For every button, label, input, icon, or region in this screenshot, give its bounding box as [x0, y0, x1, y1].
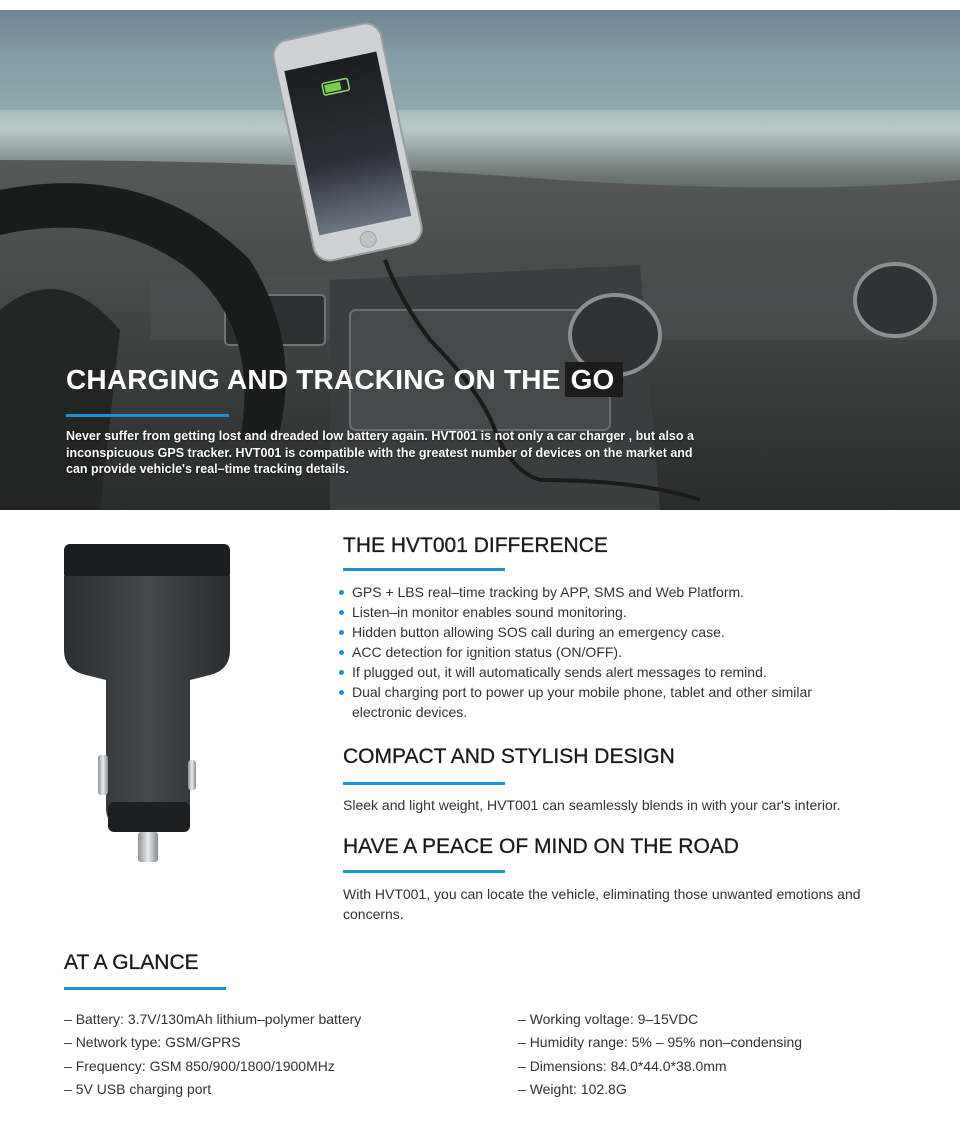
peace-underline: [343, 870, 505, 873]
hero-title: [66, 364, 623, 396]
difference-heading: THE HVT001 DIFFERENCE: [343, 534, 608, 557]
glance-underline: [64, 987, 226, 990]
hero-title-underline: [66, 414, 229, 417]
glance-heading: AT A GLANCE: [64, 951, 199, 974]
design-text: Sleek and light weight, HVT001 can seamlessly blends in with your car's interior.: [343, 797, 841, 813]
difference-list: [334, 582, 854, 722]
spec-item: – Weight: 102.8G: [518, 1078, 802, 1101]
spec-item: – 5V USB charging port: [64, 1078, 361, 1101]
design-heading: COMPACT AND STYLISH DESIGN: [343, 745, 675, 768]
list-item: Dual charging port to power up your mobile phone, tablet and other similar electronic devices.: [334, 682, 854, 722]
peace-text: With HVT001, you can locate the vehicle, eliminating those unwanted emotions and concerns.: [343, 886, 861, 922]
difference-underline: [343, 568, 505, 571]
design-underline: [343, 782, 505, 785]
glance-list-left: [64, 1008, 361, 1101]
spec-item: – Working voltage: 9–15VDC: [518, 1008, 802, 1031]
list-item: Hidden button allowing SOS call during an emergency case.: [334, 622, 854, 642]
list-item: ACC detection for ignition status (ON/OFF).: [334, 642, 854, 662]
spec-item: – Humidity range: 5% – 95% non–condensing: [518, 1031, 802, 1054]
hero-title-main: CHARGING AND TRACKING ON THE: [66, 364, 561, 395]
hero-description: Never suffer from getting lost and dreaded low battery again. HVT001 is not only a car charger , but also a inconspicuous GPS tracker. HVT001 is compatible with the greatest number of devices on the market and can provide vehicle's real–time tracking details.: [66, 429, 694, 476]
glance-list-right: [518, 1008, 802, 1101]
spec-item: – Network type: GSM/GPRS: [64, 1031, 361, 1054]
car-charger-product-image: [60, 540, 240, 880]
list-item: If plugged out, it will automatically sends alert messages to remind.: [334, 662, 854, 682]
hero-banner: [0, 10, 960, 510]
spec-item: – Frequency: GSM 850/900/1800/1900MHz: [64, 1055, 361, 1078]
spec-item: – Dimensions: 84.0*44.0*38.0mm: [518, 1055, 802, 1078]
list-item: Listen–in monitor enables sound monitoring.: [334, 602, 854, 622]
peace-heading: HAVE A PEACE OF MIND ON THE ROAD: [343, 835, 739, 858]
spec-item: – Battery: 3.7V/130mAh lithium–polymer battery: [64, 1008, 361, 1031]
list-item: GPS + LBS real–time tracking by APP, SMS and Web Platform.: [334, 582, 854, 602]
hero-title-highlight: GO: [565, 362, 623, 397]
